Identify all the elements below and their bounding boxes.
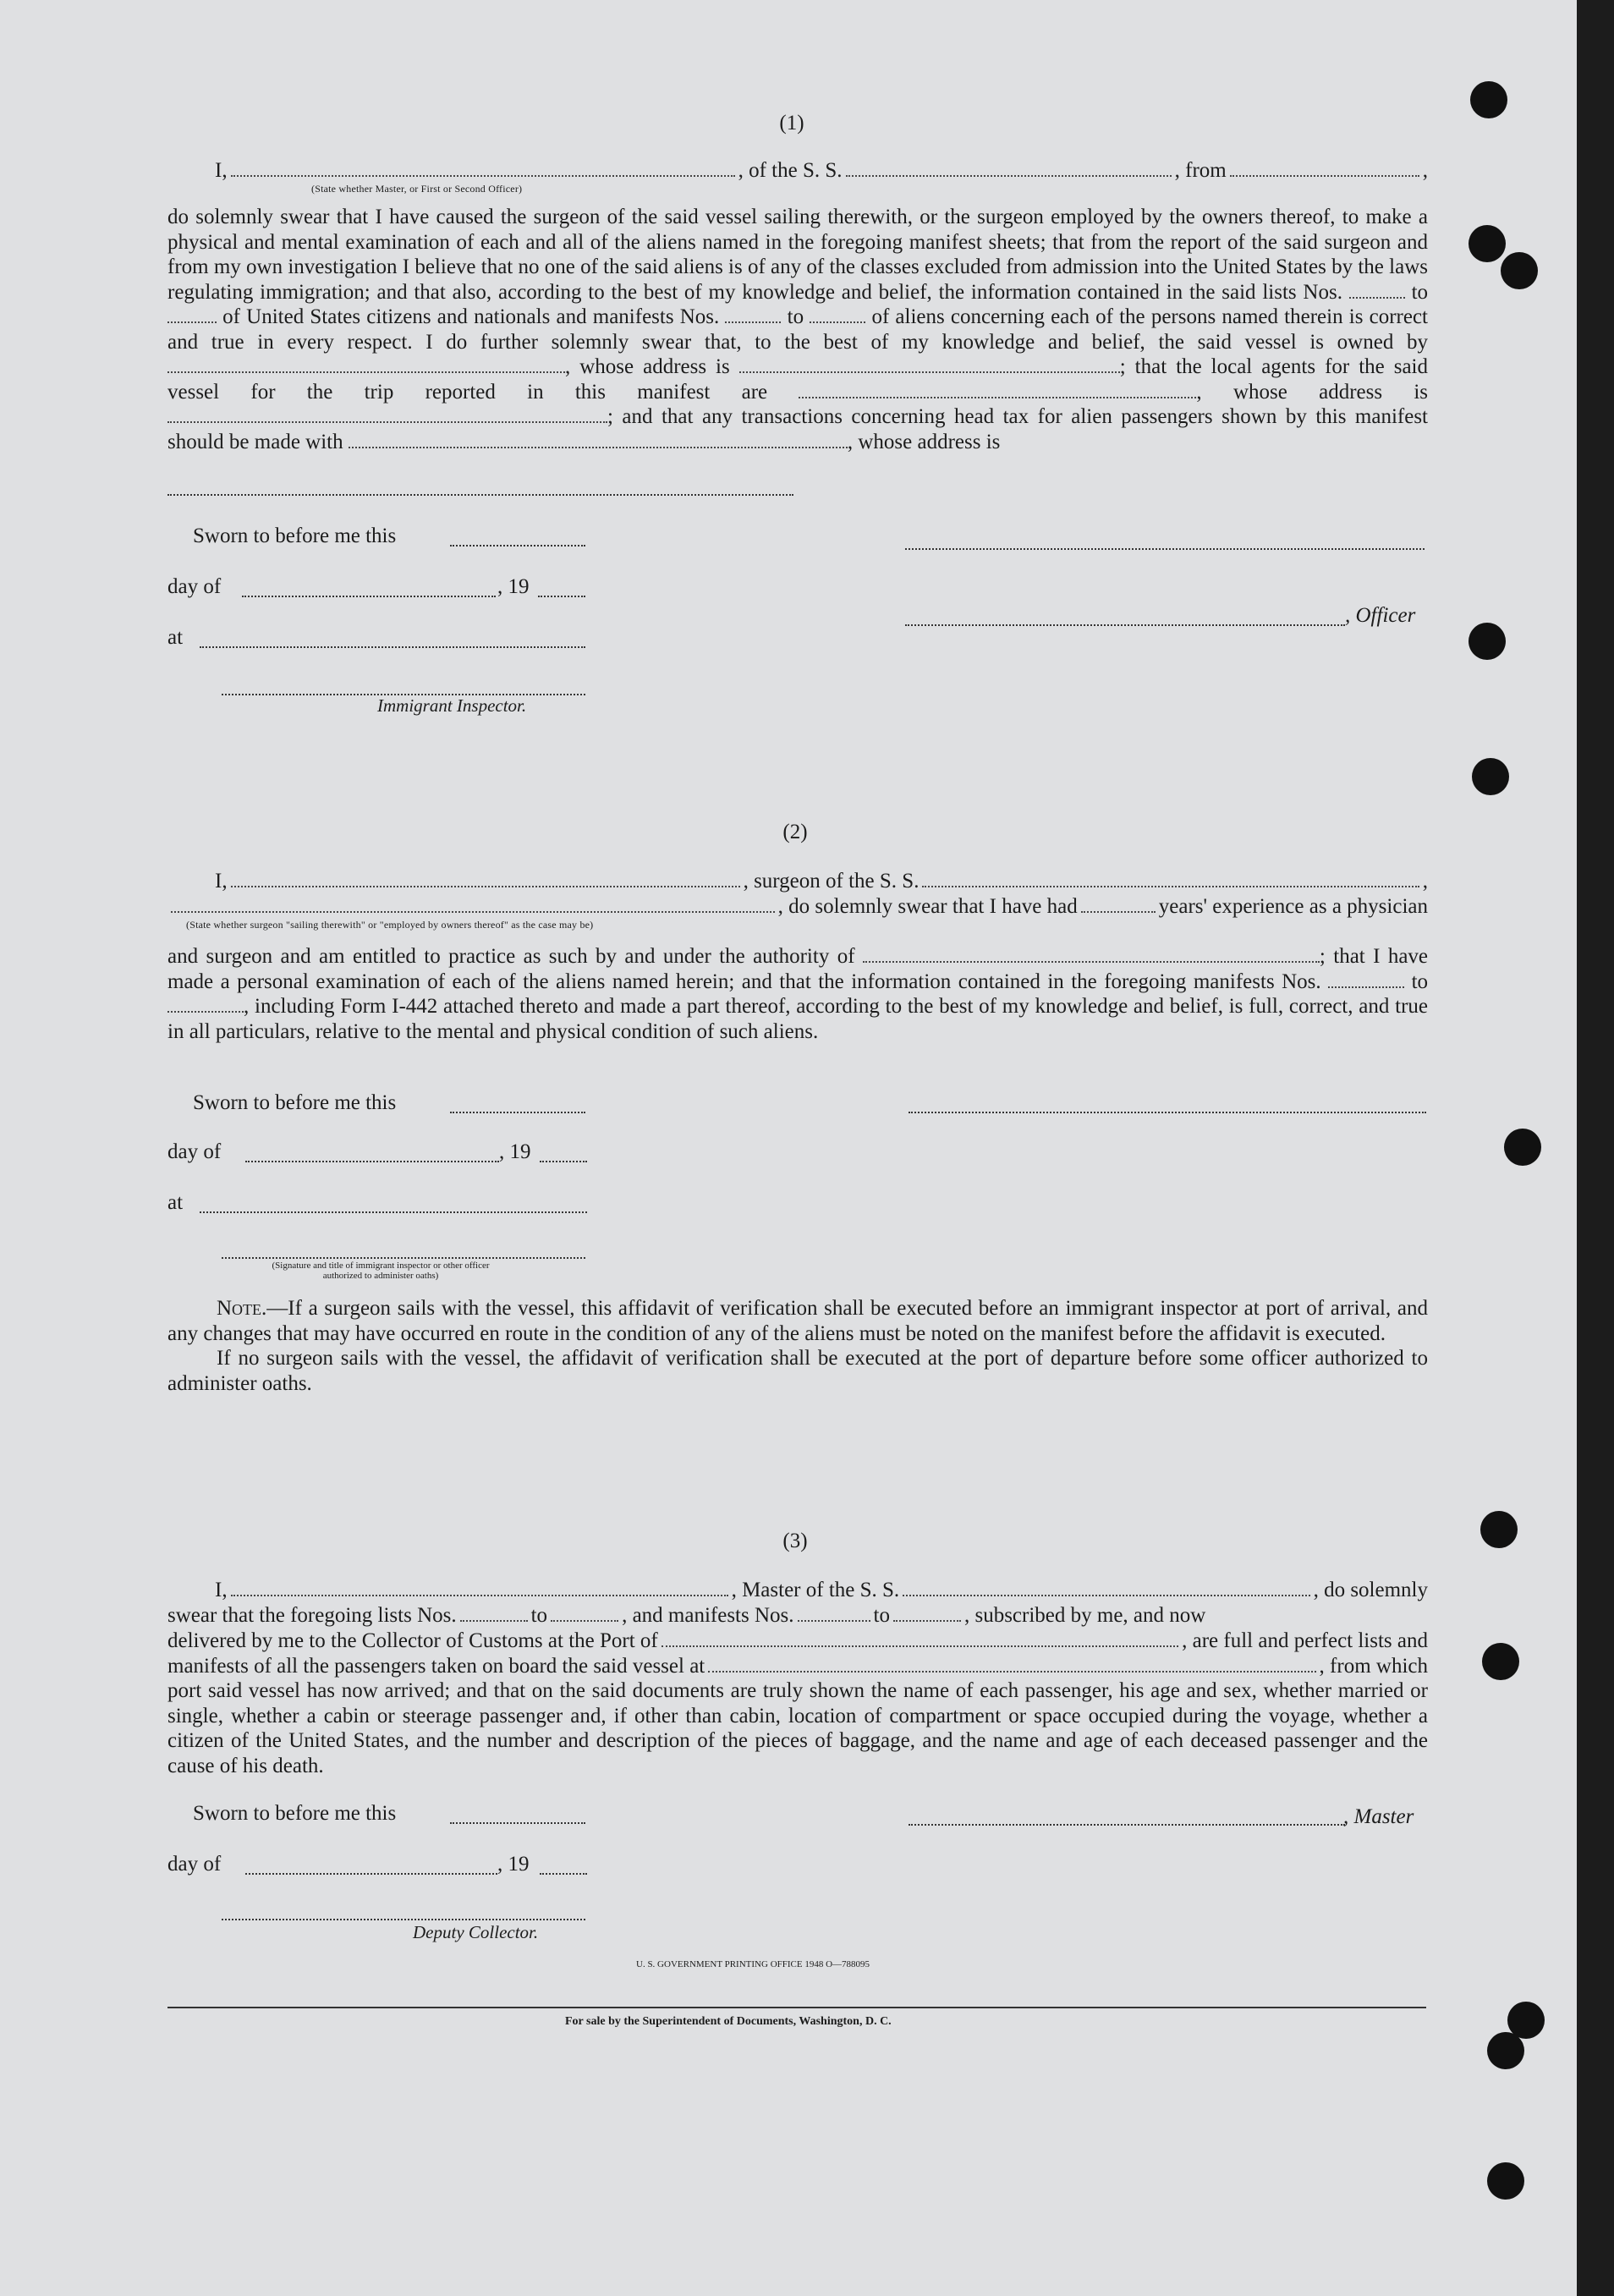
label-i: I, — [215, 159, 228, 182]
sworn-label: Sworn to before me this — [193, 1091, 397, 1114]
officer-label: , Officer — [1345, 604, 1416, 627]
oath-text: ; — [1319, 945, 1326, 968]
label-master-of: , Master of the S. S. — [731, 1579, 900, 1601]
punch-hole — [1469, 225, 1506, 262]
oath-text: delivered by me to the Collector of Customs at the Port of — [167, 1629, 658, 1652]
punch-hole — [1472, 758, 1509, 795]
oath-text: manifests of all the passengers taken on board the said vessel at — [167, 1655, 705, 1678]
note-text: —If a surgeon sails with the vessel, this affidavit of verification shall be executed before an immigrant inspector at port of arrival, and any changes that may have occurred en route in the condition of any of the aliens must be noted on the manifest before the affidavit is executed. — [167, 1297, 1428, 1345]
oath-text: , subscribed by me, and now — [963, 1604, 1206, 1627]
officer-title-line[interactable] — [905, 624, 1345, 626]
section-2-second-line — [167, 895, 1428, 919]
footer-rule — [167, 2007, 1426, 2008]
label-i: I, — [215, 1579, 228, 1601]
oath-text: , whose address is — [1196, 380, 1429, 404]
day-of-label: day of — [167, 1140, 222, 1163]
list-from-field[interactable] — [1349, 282, 1405, 299]
label-of-ss: , of the S. S. — [738, 159, 843, 182]
from-port-field[interactable] — [1230, 160, 1419, 177]
punch-hole — [1504, 1129, 1541, 1166]
oath-text: to — [1411, 280, 1429, 304]
manifest-to-field[interactable] — [893, 1605, 961, 1622]
label-i: I, — [215, 870, 228, 893]
oath-text: ; and that any transactions concerning head tax for alien passengers shown by this manifest should be made with — [167, 405, 1428, 453]
at-place-field[interactable] — [200, 1211, 587, 1213]
year-prefix: , 19 — [499, 1140, 531, 1163]
label-swear: , do solemnly swear that I have had — [777, 895, 1078, 918]
punch-hole — [1470, 81, 1507, 118]
year-field[interactable] — [540, 1873, 587, 1875]
master-name-field[interactable] — [231, 1579, 728, 1596]
manifest-from-field[interactable] — [1328, 971, 1404, 988]
label-solemnly: , do solemnly — [1313, 1579, 1428, 1601]
year-field[interactable] — [540, 1161, 587, 1162]
gpo-imprint: U. S. GOVERNMENT PRINTING OFFICE 1948 O—788095 — [636, 1959, 870, 1969]
oath-text: swear that the foregoing lists Nos. — [167, 1604, 457, 1627]
rank-field[interactable] — [231, 160, 735, 177]
section-2-first-line — [215, 870, 1428, 893]
year-field[interactable] — [538, 596, 585, 597]
month-field[interactable] — [245, 1161, 499, 1162]
agents-address-field[interactable] — [167, 406, 607, 423]
punch-hole — [1469, 623, 1506, 660]
oath-text: port said vessel has now arrived; and that on the said documents are truly shown the name of each passenger, his age and sex, whether married or single, whether a cabin or steerage passenger and, if other than cabin, location of compartment or space occupied during the voyage, whether a citizen of the United States, and the number and description of the pieces of baggage, and the name and age of each deceased passenger and the cause of his death. — [167, 1679, 1428, 1777]
at-place-field[interactable] — [200, 646, 585, 648]
punch-hole — [1480, 1511, 1518, 1548]
oath-text: to — [530, 1604, 548, 1627]
section-3-port-line — [167, 1629, 1428, 1653]
at-label: at — [167, 626, 184, 649]
oath-text: of United States citizens and nationals and manifests Nos. — [222, 305, 720, 328]
boarding-port-field[interactable] — [708, 1656, 1315, 1673]
oath-text: , whose address is — [565, 355, 730, 378]
list-to-field[interactable] — [551, 1605, 618, 1622]
oath-text: , from which — [1319, 1655, 1428, 1678]
month-field[interactable] — [245, 1873, 497, 1875]
manifest-from-field[interactable] — [798, 1605, 870, 1622]
section-2-note — [167, 1296, 1428, 1396]
punch-hole — [1501, 252, 1538, 289]
note-label: Note. — [217, 1297, 267, 1320]
oath-text: ; that the local agents for the said vessel for the trip reported in this manifest are — [167, 355, 1428, 404]
deputy-collector-label: Deputy Collector. — [413, 1922, 539, 1942]
section-3-heading: (3) — [782, 1530, 808, 1552]
oath-text: to — [1411, 969, 1429, 993]
oath-text: do solemnly swear that I have caused the surgeon of the said vessel sailing therewith, or the surgeon employed by the owners thereof, to make a physical and mental examination of each and all of the aliens named in the foregoing manifest sheets; that from the report of the said surgeon and from my own investigation I believe that no one of the said aliens is of any of the classes excluded from admission into the United States by the laws regulating immigration; and that also, according to the best of my knowledge and belief, the information contained in the said lists Nos. — [167, 206, 1428, 304]
sworn-label: Sworn to before me this — [193, 525, 397, 547]
section-2-paragraph — [167, 944, 1428, 1044]
sworn-date-field[interactable] — [450, 1822, 585, 1824]
sworn-date-field[interactable] — [450, 545, 585, 547]
years-field[interactable] — [1081, 896, 1156, 913]
surgeon-signature-line[interactable] — [909, 1112, 1426, 1113]
label-years: years' experience as a physician — [1158, 895, 1428, 918]
master-label: , Master — [1343, 1805, 1414, 1828]
oath-text: and surgeon and am entitled to practice as such by and under the authority of — [167, 945, 855, 968]
oath-text: , and manifests Nos. — [622, 1604, 794, 1627]
ship-name-field[interactable] — [846, 160, 1172, 177]
surgeon-status-field[interactable] — [171, 896, 775, 913]
punch-hole — [1487, 2032, 1524, 2069]
year-prefix: , 19 — [497, 1853, 530, 1876]
section-3-first-line — [215, 1579, 1428, 1602]
day-of-label: day of — [167, 1853, 222, 1876]
label-comma: , — [1422, 159, 1428, 182]
oath-text: , are full and perfect lists and — [1182, 1629, 1428, 1652]
month-field[interactable] — [242, 596, 496, 597]
section-3-lists-line — [167, 1604, 1428, 1628]
collector-signature-line[interactable] — [222, 1919, 585, 1920]
oath-text: to — [787, 305, 804, 328]
section-3-paragraph — [167, 1678, 1428, 1778]
owner-field[interactable] — [167, 356, 565, 373]
punch-hole — [1487, 2162, 1524, 2200]
oath-text: that I have made a personal examination of each of the aliens named herein; and that the information contained in the foregoing manifests Nos. — [167, 945, 1429, 993]
label-comma: , — [1422, 870, 1428, 893]
signature-caption: (Signature and title of immigrant inspector or other officer authorized to administer oaths) — [272, 1261, 490, 1281]
sale-notice: For sale by the Superintendent of Documents, Washington, D. C. — [565, 2015, 892, 2028]
officer-signature-line[interactable] — [222, 1257, 585, 1259]
list-to-field[interactable] — [167, 306, 217, 323]
authority-field[interactable] — [863, 946, 1320, 963]
punch-hole — [1482, 1643, 1519, 1680]
at-label: at — [167, 1191, 184, 1214]
agents-field[interactable] — [799, 382, 1196, 398]
sworn-date-field[interactable] — [450, 1112, 585, 1113]
immigrant-inspector-label: Immigrant Inspector. — [377, 695, 527, 716]
section-2-heading: (2) — [782, 821, 808, 843]
oath-text: , including Form I-442 attached thereto and made a part thereof, according to the best of my knowledge and belief, is full, correct, and true in all particulars, relative to the mental and physical condition of such aliens. — [167, 995, 1428, 1043]
surgeon-ship-field[interactable] — [922, 871, 1419, 887]
section-3-boarding-line — [167, 1655, 1428, 1678]
section-1-paragraph — [167, 205, 1428, 454]
port-field[interactable] — [662, 1630, 1178, 1647]
note-text: If no surgeon sails with the vessel, the affidavit of verification shall be executed at the port of departure before some officer authorized to administer oaths. — [167, 1347, 1428, 1395]
day-of-label: day of — [167, 575, 222, 598]
section-1-first-line — [215, 159, 1428, 183]
surgeon-status-caption: (State whether surgeon "sailing therewith" or "employed by owners thereof" as the case may be) — [186, 919, 594, 931]
section-1-heading: (1) — [779, 112, 804, 135]
owner-address-field[interactable] — [739, 356, 1120, 373]
label-surgeon-of: , surgeon of the S. S. — [743, 870, 920, 893]
rank-caption: (State whether Master, or First or Second Officer) — [311, 183, 523, 195]
manifest-from-field[interactable] — [725, 306, 781, 323]
sworn-label: Sworn to before me this — [193, 1802, 397, 1825]
master-signature-line[interactable] — [909, 1824, 1345, 1826]
head-tax-address-field[interactable] — [167, 494, 793, 496]
label-from: , from — [1174, 159, 1227, 182]
master-ship-field[interactable] — [903, 1579, 1309, 1596]
oath-text: of aliens concerning each of the persons named therein is correct and true in every respect. I do further solemnly swear that, to the best of my knowledge and belief, the said vessel is owned by — [167, 305, 1428, 354]
oath-text: , whose address is — [847, 430, 1001, 453]
officer-signature-line[interactable] — [905, 548, 1425, 550]
oath-text: to — [873, 1604, 890, 1627]
manifest-to-field[interactable] — [167, 996, 244, 1013]
surgeon-name-field[interactable] — [231, 871, 740, 887]
manifest-to-field[interactable] — [810, 306, 865, 323]
year-prefix: , 19 — [497, 575, 530, 598]
list-from-field[interactable] — [460, 1605, 528, 1622]
head-tax-field[interactable] — [349, 431, 848, 448]
